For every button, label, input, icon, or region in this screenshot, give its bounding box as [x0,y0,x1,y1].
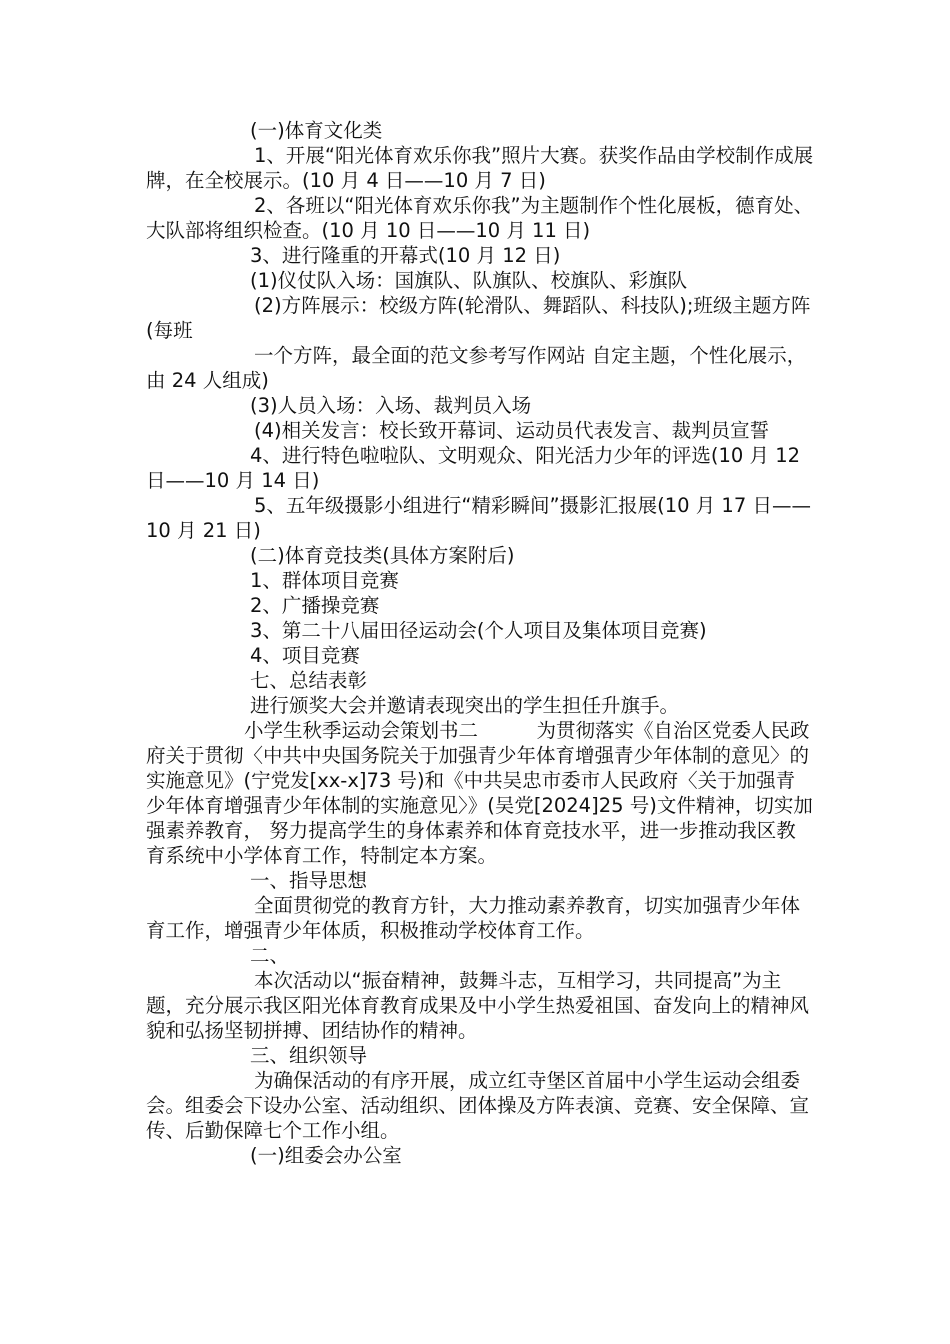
section-heading: 二、 [250,944,290,967]
section-heading: 七、总结表彰 [250,669,368,692]
paragraph: 2、各班以“阳光体育欢乐你我”为主题制作个性化展板，德育处、大队部将组织检查。(10 月 10 日——10 月 11 日) [146,194,814,242]
section-heading: 三、组织领导 [250,1044,368,1067]
paragraph: 3、第二十八届田径运动会(个人项目及集体项目竞赛) [250,619,707,642]
paragraph: 4、项目竞赛 [250,644,360,667]
paragraph: 3、进行隆重的开幕式(10 月 12 日) [250,244,561,267]
paragraph: 全面贯彻党的教育方针，大力推动素养教育，切实加强青少年体育工作，增强青少年体质，积极推动学校体育工作。 [146,894,801,942]
paragraph: 为确保活动的有序开展，成立红寺堡区首届中小学生运动会组委会。组委会下设办公室、活动组织、团体操及方阵表演、竞赛、安全保障、宣传、后勤保障七个工作小组。 [146,1069,810,1142]
paragraph: 小学生秋季运动会策划书二 为贯彻落实《自治区党委人民政府关于贯彻〈中共中央国务院关于加强青少年体育增强青少年体制的意见〉的实施意见》(宁党发[xx-x]73 号)和《中共吴忠市委市人民政府〈关于加强青少年体育增强青少年体制的实施意见〉》(吴党[2024]25 号)文件精神，切实加强素养教育， 努力提高学生的身体素养和体育竞技水平，进一步推动我区教育系统中小学体育工作，特制定本方案。 [146,719,813,867]
paragraph: (4)相关发言：校长致开幕词、运动员代表发言、裁判员宣誓 [254,419,770,442]
section-heading: 一、指导思想 [250,869,368,892]
paragraph: 1、开展“阳光体育欢乐你我”照片大赛。获奖作品由学校制作成展牌，在全校展示。(10 月 4 日——10 月 7 日) [146,144,814,192]
paragraph: (1)仪仗队入场：国旗队、队旗队、校旗队、彩旗队 [250,269,688,292]
paragraph: (2)方阵展示：校级方阵(轮滑队、舞蹈队、科技队);班级主题方阵(每班 [146,294,811,342]
section-heading: (一)体育文化类 [250,119,383,142]
paragraph: 5、五年级摄影小组进行“精彩瞬间”摄影汇报展(10 月 17 日——10 月 21 日) [146,494,811,542]
paragraph: 进行颁奖大会并邀请表现突出的学生担任升旗手。 [250,694,680,717]
section-heading: (一)组委会办公室 [250,1144,402,1167]
paragraph: 本次活动以“振奋精神，鼓舞斗志，互相学习，共同提高”为主题，充分展示我区阳光体育教育成果及中小学生热爱祖国、奋发向上的精神风貌和弘扬坚韧拼搏、团结协作的精神。 [146,969,810,1042]
section-heading: (二)体育竞技类(具体方案附后) [250,544,515,567]
paragraph: 2、广播操竞赛 [250,594,380,617]
paragraph: (3)人员入场：入场、裁判员入场 [250,394,532,417]
document-body [146,118,814,1168]
paragraph: 一个方阵，最全面的范文参考写作网站 自定主题，个性化展示，由 24 人组成) [146,344,807,392]
paragraph: 1、群体项目竞赛 [250,569,399,592]
paragraph: 4、进行特色啦啦队、文明观众、阳光活力少年的评选(10 月 12 日——10 月 14 日) [146,444,801,492]
